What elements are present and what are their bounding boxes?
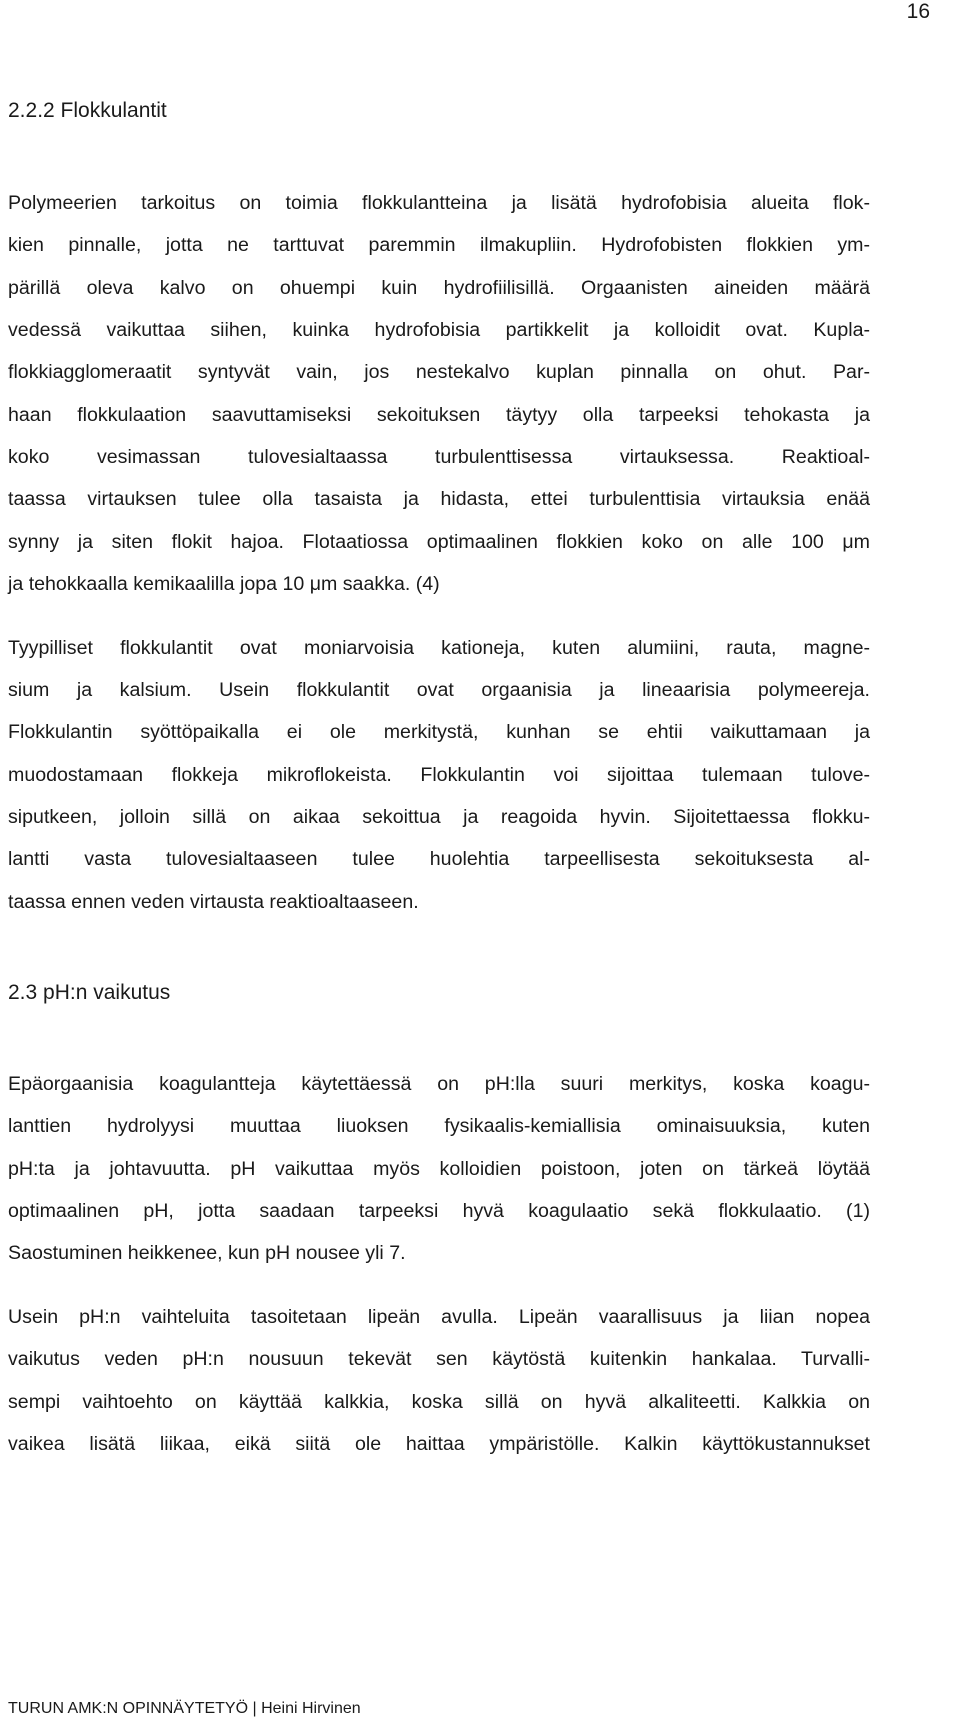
text-line: vaikutus veden pH:n nousuun tekevät sen käytöstä kuitenkin hankalaa. Turvalli- (8, 1348, 870, 1370)
text-line: vaikea lisätä liikaa, eikä siitä ole haittaa ympäristölle. Kalkin käyttökustannukset (8, 1433, 870, 1455)
text-line: sium ja kalsium. Usein flokkulantit ovat orgaanisia ja lineaarisia polymeereja. (8, 679, 870, 701)
footer: TURUN AMK:N OPINNÄYTETYÖ | Heini Hirvinen (8, 1700, 361, 1717)
text-line: kien pinnalle, jotta ne tarttuvat paremmin ilmakupliin. Hydrofobisten flokkien ym- (8, 234, 870, 256)
text-line: optimaalinen pH, jotta saadaan tarpeeksi hyvä koagulaatio sekä flokkulaatio. (1) (8, 1200, 870, 1222)
text-line: taassa virtauksen tulee olla tasaista ja hidasta, ettei turbulenttisia virtauksia enää (8, 488, 870, 510)
section-heading-ph-vaikutus: 2.3 pH:n vaikutus (8, 981, 171, 1004)
text-line: lantti vasta tulovesialtaaseen tulee huolehtia tarpeellisesta sekoituksesta al- (8, 848, 870, 870)
page-number: 16 (906, 0, 930, 23)
text-line: Flokkulantin syöttöpaikalla ei ole merkitystä, kunhan se ehtii vaikuttamaan ja (8, 721, 870, 743)
text-line: ja tehokkaalla kemikaalilla jopa 10 μm saakka. (4) (8, 573, 440, 595)
text-line: koko vesimassan tulovesialtaassa turbulenttisessa virtauksessa. Reaktioal- (8, 446, 870, 468)
text-line: lanttien hydrolyysi muuttaa liuoksen fysikaalis-kemiallisia ominaisuuksia, kuten (8, 1115, 870, 1137)
section-heading-flokkulantit: 2.2.2 Flokkulantit (8, 99, 167, 122)
text-line: taassa ennen veden virtausta reaktioaltaaseen. (8, 891, 419, 913)
text-line: flokkiagglomeraatit syntyvät vain, jos nestekalvo kuplan pinnalla on ohut. Par- (8, 361, 870, 383)
text-line: pH:ta ja johtavuutta. pH vaikuttaa myös kolloidien poistoon, joten on tärkeä löytää (8, 1158, 870, 1180)
text-line: vedessä vaikuttaa siihen, kuinka hydrofobisia partikkelit ja kolloidit ovat. Kupla- (8, 319, 870, 341)
text-line: muodostamaan flokkeja mikroflokeista. Flokkulantin voi sijoittaa tulemaan tulove- (8, 764, 870, 786)
text-line: pärillä oleva kalvo on ohuempi kuin hydrofiilisillä. Orgaanisten aineiden määrä (8, 277, 870, 299)
text-line: siputkeen, jolloin sillä on aikaa sekoittua ja reagoida hyvin. Sijoitettaessa flokku- (8, 806, 870, 828)
text-line: synny ja siten flokit hajoa. Flotaatiossa optimaalinen flokkien koko on alle 100 μm (8, 531, 870, 553)
text-line: Epäorgaanisia koagulantteja käytettäessä on pH:lla suuri merkitys, koska koagu- (8, 1073, 870, 1095)
text-line: Tyypilliset flokkulantit ovat moniarvoisia kationeja, kuten alumiini, rauta, magne- (8, 637, 870, 659)
text-line: haan flokkulaation saavuttamiseksi sekoituksen täytyy olla tarpeeksi tehokasta ja (8, 404, 870, 426)
text-line: Saostuminen heikkenee, kun pH nousee yli 7. (8, 1242, 406, 1264)
text-line: Polymeerien tarkoitus on toimia flokkulantteina ja lisätä hydrofobisia alueita flok- (8, 192, 870, 214)
text-line: Usein pH:n vaihteluita tasoitetaan lipeän avulla. Lipeän vaarallisuus ja liian nopea (8, 1306, 870, 1328)
text-line: sempi vaihtoehto on käyttää kalkkia, koska sillä on hyvä alkaliteetti. Kalkkia on (8, 1391, 870, 1413)
